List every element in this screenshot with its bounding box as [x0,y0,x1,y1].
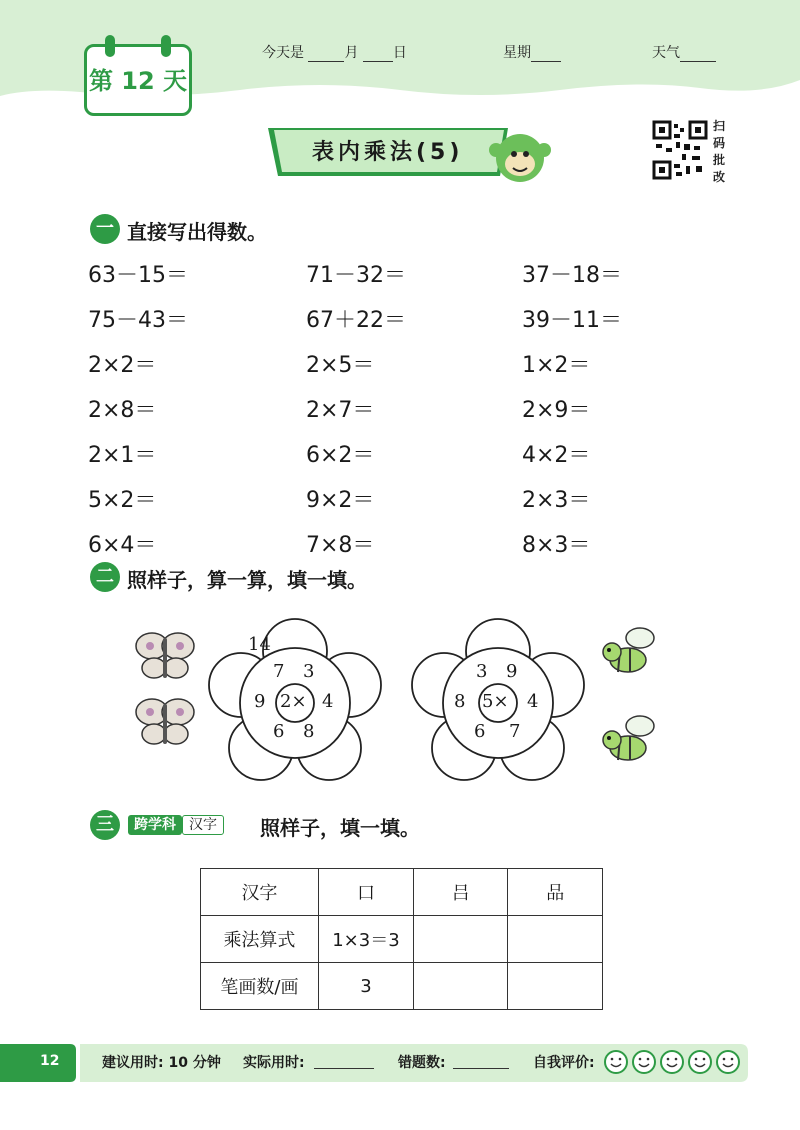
flower-1-number: 7 [273,661,285,682]
section-number-2: 二 [90,562,120,592]
errors-label: 错题数: [398,1055,446,1071]
flower-1-number: 9 [254,691,266,712]
flower-2-number: 4 [527,691,539,712]
table-cell: 笔画数/画 [201,963,319,1010]
section-title-3: 照样子，填一填。 [260,816,420,840]
problem[interactable]: 75－43＝ [88,308,188,333]
problem-row [88,303,708,348]
problem-row [88,438,708,483]
actual-time-blank[interactable] [314,1068,374,1069]
rating-faces [602,1046,742,1078]
self-eval-label: 自我评价: [533,1055,595,1071]
flower-2-number: 8 [454,691,466,712]
problem[interactable]: 2×3＝ [522,488,591,513]
arithmetic-grid [88,258,708,573]
table-cell: 吕 [414,869,508,916]
problem[interactable]: 2×2＝ [88,353,157,378]
flower-1-number: 8 [303,721,315,742]
month-label: 月 [344,45,359,61]
problem-row [88,348,708,393]
table-cell: 3 [318,963,413,1010]
flower-2-number: 7 [509,721,521,742]
flower-2-number: 9 [506,661,518,682]
table-cell: 乘法算式 [201,916,319,963]
day-label: 日 [392,45,407,61]
day-blank[interactable] [363,61,393,62]
flower-2-number: 3 [476,661,488,682]
problem[interactable]: 71－32＝ [306,263,406,288]
date-line [262,42,407,62]
answer-cell[interactable] [414,916,508,963]
month-blank[interactable] [308,61,344,62]
section-number-1: 一 [90,214,120,244]
table-row [201,963,603,1010]
problem[interactable]: 67＋22＝ [306,308,406,333]
cross-subject-tag: 跨学科 [128,815,182,835]
weekday-blank[interactable] [531,61,561,62]
flower-2-center: 5× [482,691,509,712]
weather-label: 天气 [652,45,680,61]
flower-1-petal-number: 14 [248,634,271,655]
problem-row [88,258,708,303]
smiley-icon [633,1051,655,1073]
problem[interactable]: 2×5＝ [306,353,375,378]
answer-cell[interactable] [414,963,508,1010]
actual-time-label: 实际用时: [243,1055,305,1071]
smiley-icon [605,1051,627,1073]
answer-cell[interactable] [508,916,603,963]
problem[interactable]: 2×1＝ [88,443,157,468]
flower-2-number: 6 [474,721,486,742]
answer-cell[interactable] [508,963,603,1010]
problem[interactable]: 37－18＝ [522,263,622,288]
suggested-time: 建议用时: 10 分钟 [102,1055,221,1071]
problem[interactable]: 7×8＝ [306,533,375,558]
chinese-characters-tag: 汉字 [182,815,224,835]
bee-icon [600,712,664,766]
errors-blank[interactable] [453,1068,509,1069]
butterfly-icon [132,692,198,752]
problem-row [88,393,708,438]
section-title-1: 直接写出得数。 [127,220,267,244]
page-title: 表内乘法(5) [312,140,464,165]
weekday-label: 星期 [503,45,531,61]
flower-1-number: 6 [273,721,285,742]
table-row [201,869,603,916]
page-number: 12 [40,1053,60,1069]
smiley-icon [717,1051,739,1073]
smiley-icon [661,1051,683,1073]
table-cell: 品 [508,869,603,916]
butterfly-icon [132,626,198,686]
day-badge [84,44,192,116]
subject-tags [128,814,224,834]
qr-label: 扫 码 批 改 [712,119,725,184]
today-label: 今天是 [262,45,304,61]
problem[interactable]: 9×2＝ [306,488,375,513]
weather-line [652,42,716,62]
table-cell: 汉字 [201,869,319,916]
calendar-ring-icon [105,35,115,57]
problem[interactable]: 2×8＝ [88,398,157,423]
problem[interactable]: 6×4＝ [88,533,157,558]
flower-1-number: 3 [303,661,315,682]
calendar-ring-icon [161,35,171,57]
section-number-3: 三 [90,810,120,840]
problem[interactable]: 63－15＝ [88,263,188,288]
problem[interactable]: 2×9＝ [522,398,591,423]
problem[interactable]: 6×2＝ [306,443,375,468]
problem[interactable]: 4×2＝ [522,443,591,468]
day-badge-text: 第 12 天 [88,67,188,95]
weekday-line [503,42,561,62]
weather-blank[interactable] [680,61,716,62]
section-title-2: 照样子，算一算，填一填。 [127,568,367,592]
table-cell: 1×3＝3 [318,916,413,963]
problem[interactable]: 8×3＝ [522,533,591,558]
smiley-icon [689,1051,711,1073]
bee-icon [600,624,664,678]
problem-row [88,483,708,528]
character-table [200,868,603,1010]
table-cell: 口 [318,869,413,916]
problem[interactable]: 39－11＝ [522,308,622,333]
problem[interactable]: 2×7＝ [306,398,375,423]
flower-1-center: 2× [280,691,307,712]
flower-1-number: 4 [322,691,334,712]
problem[interactable]: 1×2＝ [522,353,591,378]
qr-code-icon[interactable] [652,120,708,180]
table-row [201,916,603,963]
problem[interactable]: 5×2＝ [88,488,157,513]
